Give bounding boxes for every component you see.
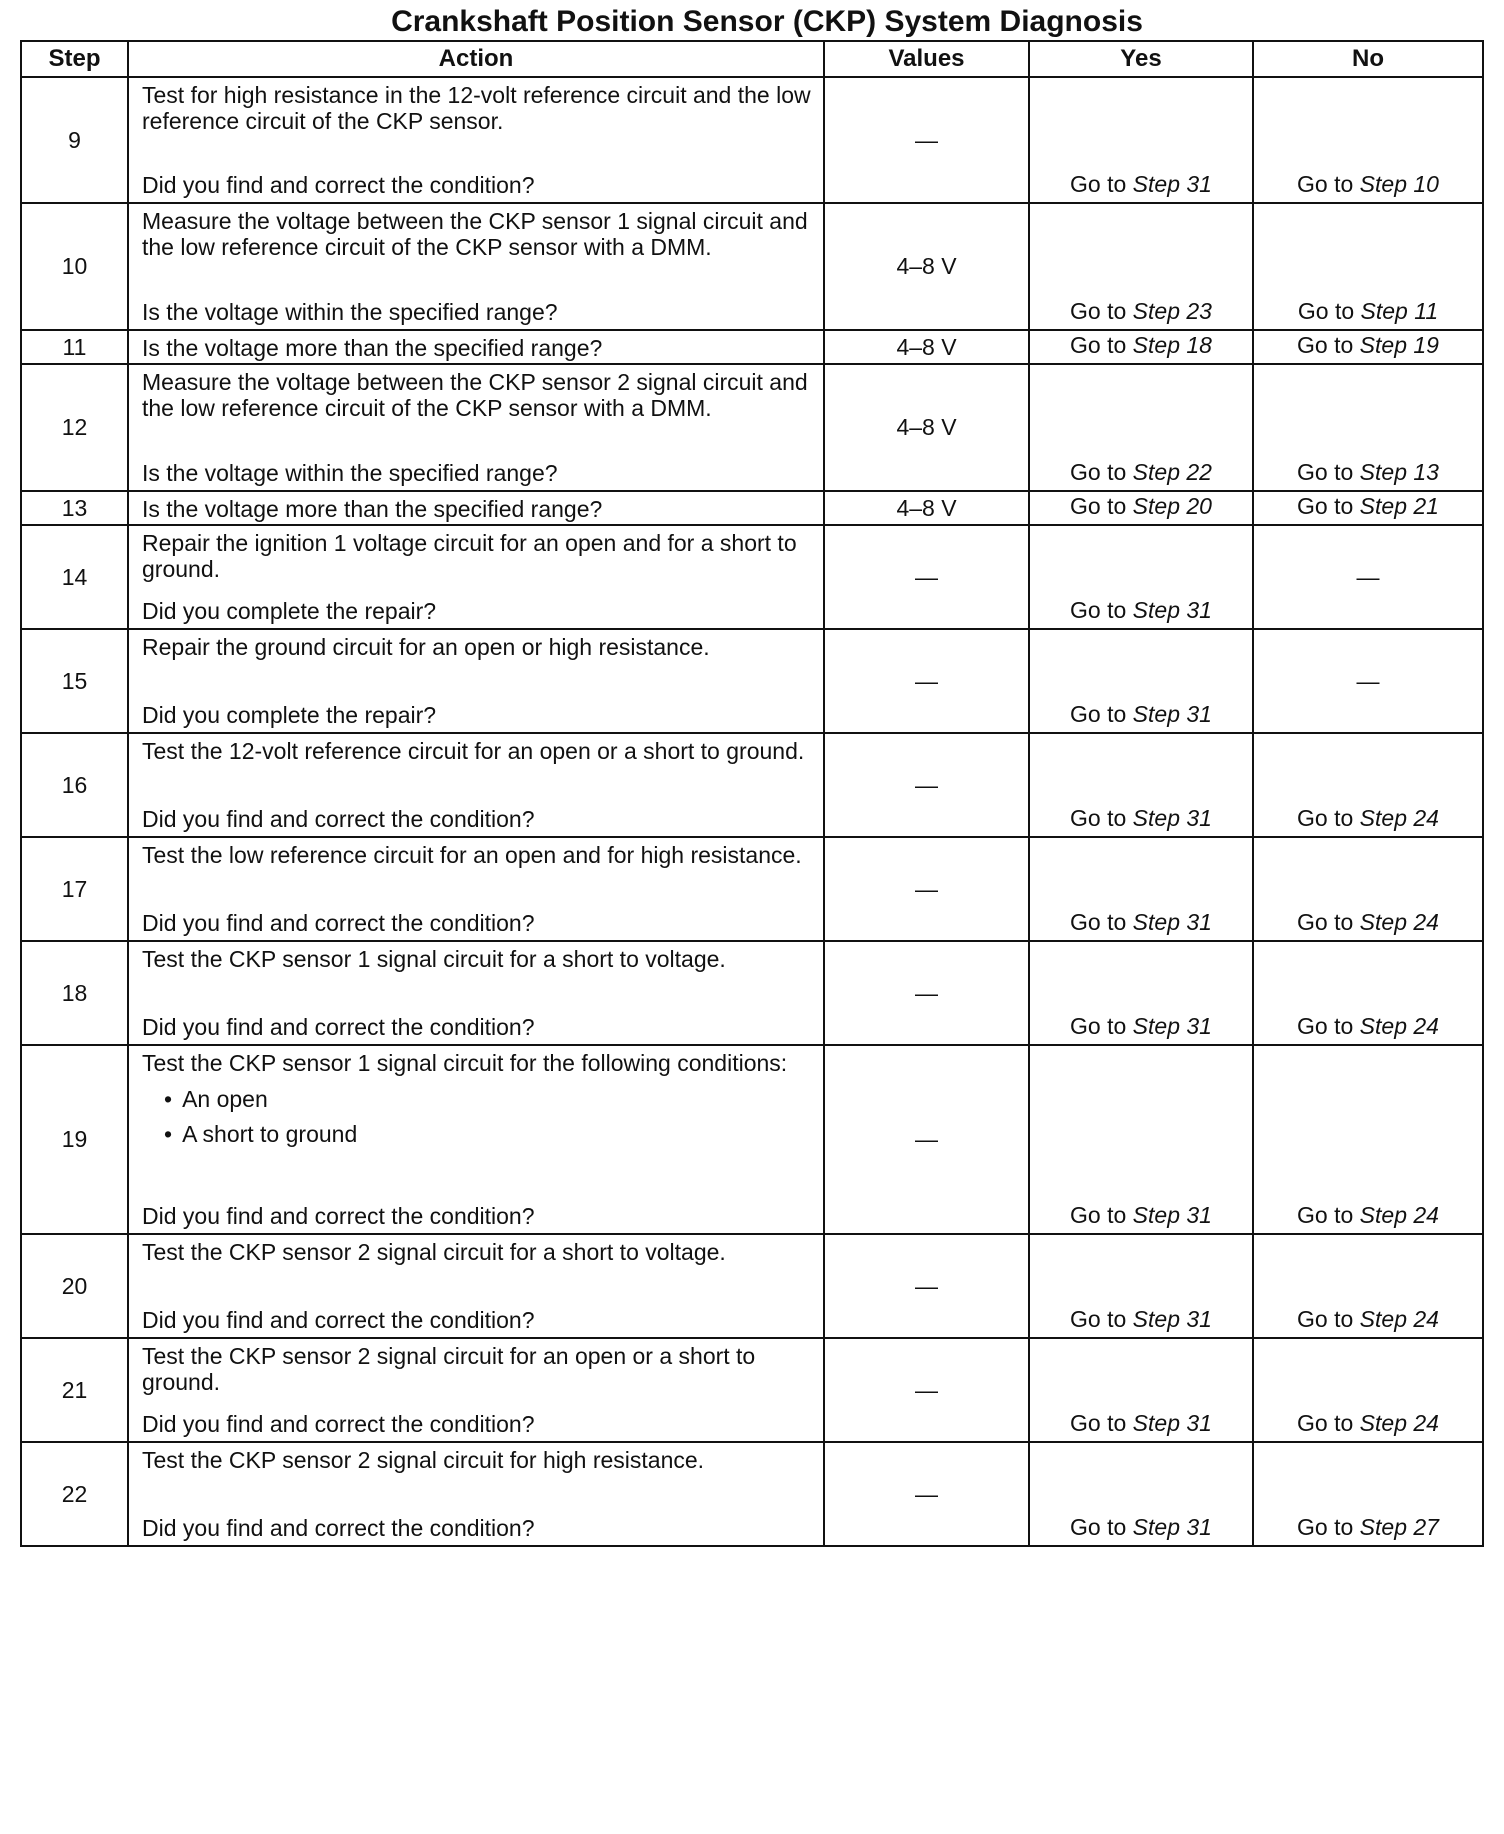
goto-prefix: Go to [1070, 1410, 1127, 1436]
step-number: 20 [21, 1234, 128, 1338]
no-cell [1253, 837, 1483, 941]
yes-step-ref: Step 31 [1132, 1514, 1212, 1540]
action-content [129, 204, 823, 329]
goto-prefix: Go to [1070, 298, 1127, 324]
yes-step-ref: Step 31 [1132, 909, 1212, 935]
action-text: Test the low reference circuit for an open and for high resistance. [142, 842, 802, 868]
action-top [142, 842, 813, 868]
yes-cell [1029, 629, 1253, 733]
goto-prefix: Go to [1070, 597, 1127, 623]
action-content [129, 1339, 823, 1441]
no-goto [1297, 1410, 1439, 1436]
action-content [129, 492, 823, 520]
yes-cell [1029, 491, 1253, 525]
yes-step-ref: Step 31 [1132, 1306, 1212, 1332]
yes-goto [1070, 298, 1212, 324]
action-top [142, 946, 813, 972]
no-goto [1297, 1306, 1439, 1332]
yes-cell [1029, 330, 1253, 364]
values-cell: — [824, 1442, 1029, 1546]
goto-prefix: Go to [1070, 493, 1127, 519]
no-cell [1253, 77, 1483, 203]
action-cell [128, 629, 824, 733]
step-number: 14 [21, 525, 128, 629]
action-question: Is the voltage more than the specified range? [142, 496, 603, 522]
action-text: Test the CKP sensor 2 signal circuit for high resistance. [142, 1447, 705, 1473]
table-row [21, 364, 1483, 491]
yes-step-ref: Step 31 [1132, 701, 1212, 727]
action-top [142, 1050, 813, 1152]
action-top [142, 530, 813, 582]
yes-step-ref: Step 31 [1132, 1202, 1212, 1228]
action-text: Test the CKP sensor 1 signal circuit for the following conditions: [142, 1050, 788, 1076]
no-step-ref: Step 13 [1359, 459, 1439, 485]
action-content [129, 78, 823, 202]
table-row [21, 941, 1483, 1045]
yes-goto [1070, 493, 1212, 519]
values-cell: — [824, 525, 1029, 629]
goto-prefix: Go to [1070, 459, 1127, 485]
values-cell: 4–8 V [824, 491, 1029, 525]
condition-item: • An open [164, 1082, 813, 1117]
no-goto [1298, 298, 1438, 324]
step-number: 11 [21, 330, 128, 364]
no-cell [1253, 525, 1483, 629]
step-number: 15 [21, 629, 128, 733]
step-number: 17 [21, 837, 128, 941]
condition-list [142, 1082, 813, 1152]
action-top [142, 1343, 813, 1395]
yes-cell [1029, 941, 1253, 1045]
values-cell: — [824, 733, 1029, 837]
no-goto [1297, 909, 1439, 935]
action-text: Repair the ground circuit for an open or high resistance. [142, 634, 710, 660]
yes-cell [1029, 1045, 1253, 1234]
yes-goto [1070, 597, 1212, 623]
no-cell [1253, 364, 1483, 491]
goto-prefix: Go to [1297, 332, 1354, 358]
goto-prefix: Go to [1070, 1514, 1127, 1540]
no-step-ref: Step 24 [1359, 805, 1439, 831]
action-content [129, 331, 823, 359]
table-header-row [21, 41, 1483, 77]
no-cell [1253, 330, 1483, 364]
header-values: Values [824, 41, 1029, 77]
goto-prefix: Go to [1070, 701, 1127, 727]
action-cell [128, 837, 824, 941]
action-top [142, 1447, 813, 1473]
yes-cell [1029, 1234, 1253, 1338]
table-row [21, 203, 1483, 330]
action-text: Measure the voltage between the CKP sensor 1 signal circuit and the low reference circuit of the CKP sensor with a DMM. [142, 208, 815, 260]
yes-cell [1029, 837, 1253, 941]
action-content [129, 526, 823, 628]
yes-step-ref: Step 31 [1132, 1013, 1212, 1039]
table-row [21, 330, 1483, 364]
step-number: 13 [21, 491, 128, 525]
action-content [129, 734, 823, 836]
step-number: 21 [21, 1338, 128, 1442]
no-cell [1253, 941, 1483, 1045]
action-content [129, 630, 823, 732]
action-text: Test the CKP sensor 2 signal circuit for an open or a short to ground. [142, 1343, 762, 1395]
action-question: Did you find and correct the condition? [142, 1014, 535, 1040]
values-cell: 4–8 V [824, 364, 1029, 491]
header-action: Action [128, 41, 824, 77]
no-cell [1253, 733, 1483, 837]
action-text: Repair the ignition 1 voltage circuit for an open and for a short to ground. [142, 530, 804, 582]
values-cell: — [824, 629, 1029, 733]
action-question: Did you find and correct the condition? [142, 806, 535, 832]
yes-cell [1029, 203, 1253, 330]
yes-step-ref: Step 31 [1132, 805, 1212, 831]
no-goto [1297, 171, 1439, 197]
step-number: 18 [21, 941, 128, 1045]
goto-prefix: Go to [1070, 332, 1127, 358]
no-cell [1253, 1442, 1483, 1546]
goto-prefix: Go to [1070, 1013, 1127, 1039]
action-top [142, 738, 813, 764]
values-cell: — [824, 77, 1029, 203]
goto-prefix: Go to [1070, 805, 1127, 831]
action-content [129, 1443, 823, 1545]
yes-goto [1070, 805, 1212, 831]
no-goto [1297, 1013, 1439, 1039]
action-text: Test for high resistance in the 12-volt reference circuit and the low reference circuit of the CKP sensor. [142, 82, 818, 134]
values-cell: — [824, 1045, 1029, 1234]
yes-cell [1029, 733, 1253, 837]
goto-prefix: Go to [1297, 493, 1354, 519]
yes-cell [1029, 1442, 1253, 1546]
yes-goto [1070, 1410, 1212, 1436]
action-cell [128, 330, 824, 364]
no-goto [1297, 1202, 1439, 1228]
action-cell [128, 525, 824, 629]
yes-goto [1070, 1514, 1212, 1540]
yes-step-ref: Step 23 [1132, 298, 1212, 324]
goto-prefix: Go to [1297, 298, 1355, 324]
goto-prefix: Go to [1297, 805, 1354, 831]
no-goto [1297, 332, 1439, 358]
yes-cell [1029, 364, 1253, 491]
yes-goto [1070, 909, 1212, 935]
step-number: 9 [21, 77, 128, 203]
table-row [21, 491, 1483, 525]
values-cell: — [824, 1234, 1029, 1338]
action-content [129, 942, 823, 1044]
action-cell [128, 364, 824, 491]
yes-step-ref: Step 31 [1132, 597, 1212, 623]
action-top [142, 82, 818, 134]
yes-step-ref: Step 22 [1132, 459, 1212, 485]
table-row [21, 1045, 1483, 1234]
action-question: Did you complete the repair? [142, 702, 437, 728]
values-cell: — [824, 941, 1029, 1045]
action-cell [128, 733, 824, 837]
diagnosis-table [20, 40, 1484, 1547]
no-dash: — [1356, 668, 1380, 694]
action-top [142, 208, 813, 260]
action-cell [128, 77, 824, 203]
action-cell [128, 203, 824, 330]
no-cell [1253, 203, 1483, 330]
goto-prefix: Go to [1297, 171, 1354, 197]
yes-cell [1029, 525, 1253, 629]
yes-goto [1070, 1202, 1212, 1228]
no-step-ref: Step 27 [1359, 1514, 1439, 1540]
table-body [21, 77, 1483, 1546]
goto-prefix: Go to [1297, 1202, 1354, 1228]
goto-prefix: Go to [1297, 1514, 1354, 1540]
table-row [21, 1442, 1483, 1546]
action-top [142, 1239, 813, 1265]
page-title: Crankshaft Position Sensor (CKP) System Diagnosis [391, 5, 1143, 38]
action-question: Did you find and correct the condition? [142, 172, 535, 198]
action-cell [128, 1045, 824, 1234]
step-number: 10 [21, 203, 128, 330]
no-cell [1253, 629, 1483, 733]
no-step-ref: Step 24 [1359, 1410, 1439, 1436]
no-step-ref: Step 24 [1359, 1013, 1439, 1039]
goto-prefix: Go to [1297, 909, 1354, 935]
yes-goto [1070, 332, 1212, 358]
table-row [21, 1234, 1483, 1338]
yes-goto [1070, 171, 1212, 197]
condition-item: • A short to ground [164, 1117, 813, 1152]
action-top [142, 634, 813, 660]
step-number: 16 [21, 733, 128, 837]
no-cell [1253, 1234, 1483, 1338]
action-content [129, 1046, 823, 1233]
no-cell [1253, 491, 1483, 525]
goto-prefix: Go to [1070, 909, 1127, 935]
yes-step-ref: Step 31 [1132, 1410, 1212, 1436]
action-question: Did you find and correct the condition? [142, 1307, 535, 1333]
step-number: 22 [21, 1442, 128, 1546]
action-cell [128, 1442, 824, 1546]
header-yes: Yes [1029, 41, 1253, 77]
goto-prefix: Go to [1297, 1013, 1354, 1039]
action-text: Test the CKP sensor 2 signal circuit for a short to voltage. [142, 1239, 726, 1265]
values-cell: — [824, 837, 1029, 941]
action-text: Measure the voltage between the CKP sensor 2 signal circuit and the low reference circuit of the CKP sensor with a DMM. [142, 369, 815, 421]
table-row [21, 1338, 1483, 1442]
action-question: Did you complete the repair? [142, 598, 437, 624]
no-step-ref: Step 11 [1360, 298, 1439, 324]
action-question: Is the voltage within the specified range? [142, 299, 558, 325]
table-row [21, 525, 1483, 629]
goto-prefix: Go to [1297, 459, 1354, 485]
yes-step-ref: Step 20 [1132, 493, 1212, 519]
action-text: Test the 12-volt reference circuit for an open or a short to ground. [142, 738, 805, 764]
values-cell: 4–8 V [824, 330, 1029, 364]
no-step-ref: Step 19 [1359, 332, 1439, 358]
step-number: 19 [21, 1045, 128, 1234]
no-step-ref: Step 24 [1359, 1202, 1439, 1228]
goto-prefix: Go to [1070, 1306, 1127, 1332]
yes-cell [1029, 77, 1253, 203]
no-step-ref: Step 24 [1359, 909, 1439, 935]
yes-step-ref: Step 31 [1132, 171, 1212, 197]
no-goto [1297, 805, 1439, 831]
action-top [142, 369, 813, 421]
table-row [21, 837, 1483, 941]
no-cell [1253, 1045, 1483, 1234]
yes-step-ref: Step 18 [1132, 332, 1212, 358]
action-cell [128, 491, 824, 525]
step-number: 12 [21, 364, 128, 491]
values-cell: — [824, 1338, 1029, 1442]
action-cell [128, 941, 824, 1045]
action-content [129, 838, 823, 940]
no-step-ref: Step 21 [1359, 493, 1439, 519]
no-goto [1297, 493, 1439, 519]
yes-goto [1070, 1013, 1212, 1039]
table-row [21, 77, 1483, 203]
no-dash: — [1356, 564, 1380, 590]
values-cell: 4–8 V [824, 203, 1029, 330]
header-step: Step [21, 41, 128, 77]
yes-goto [1070, 459, 1212, 485]
no-step-ref: Step 10 [1359, 171, 1439, 197]
goto-prefix: Go to [1070, 1202, 1127, 1228]
action-question: Is the voltage more than the specified range? [142, 335, 603, 361]
action-question: Did you find and correct the condition? [142, 1515, 535, 1541]
action-text: Test the CKP sensor 1 signal circuit for a short to voltage. [142, 946, 726, 972]
goto-prefix: Go to [1070, 171, 1127, 197]
action-content [129, 1235, 823, 1337]
yes-goto [1070, 1306, 1212, 1332]
action-question: Is the voltage within the specified range? [142, 460, 558, 486]
yes-goto [1070, 701, 1212, 727]
action-question: Did you find and correct the condition? [142, 910, 535, 936]
action-question: Did you find and correct the condition? [142, 1203, 535, 1229]
goto-prefix: Go to [1297, 1410, 1354, 1436]
yes-cell [1029, 1338, 1253, 1442]
action-content [129, 365, 823, 490]
no-step-ref: Step 24 [1359, 1306, 1439, 1332]
no-goto [1297, 1514, 1439, 1540]
action-cell [128, 1234, 824, 1338]
goto-prefix: Go to [1297, 1306, 1354, 1332]
action-question: Did you find and correct the condition? [142, 1411, 535, 1437]
no-cell [1253, 1338, 1483, 1442]
no-goto [1297, 459, 1439, 485]
table-row [21, 629, 1483, 733]
header-no: No [1253, 41, 1483, 77]
table-row [21, 733, 1483, 837]
action-cell [128, 1338, 824, 1442]
